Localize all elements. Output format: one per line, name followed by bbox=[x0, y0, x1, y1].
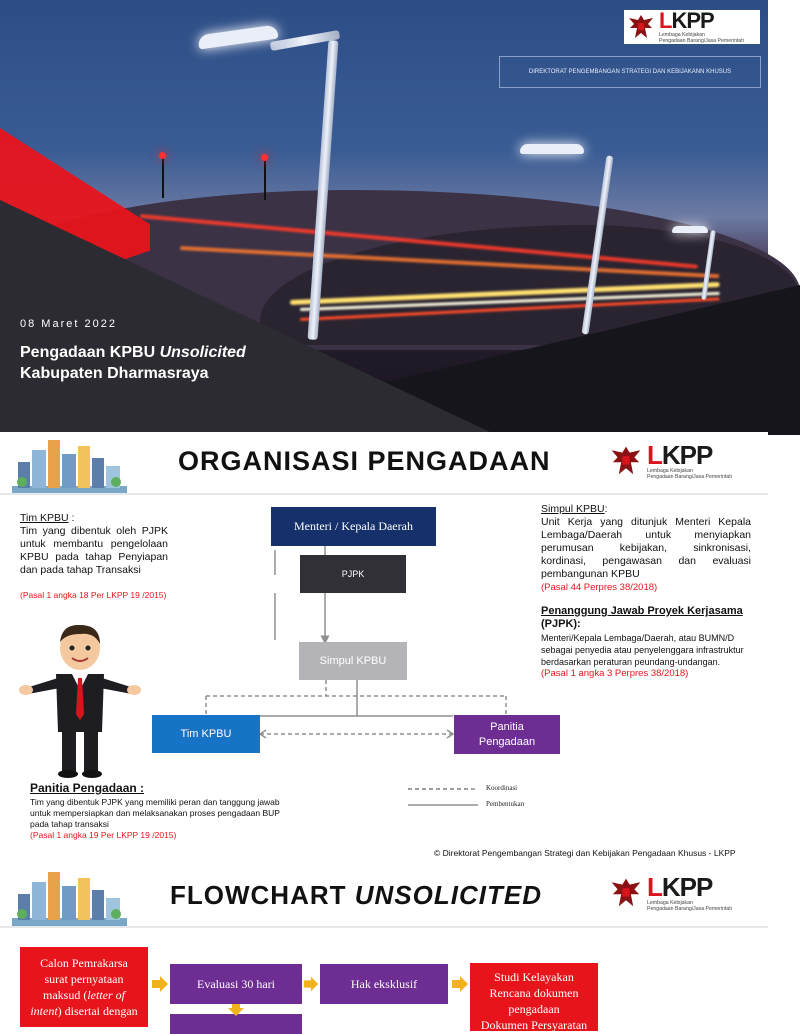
flow-step-evaluasi: Evaluasi 30 hari bbox=[170, 964, 302, 1004]
directorate-label: DIREKTORAT PENGEMBANGAN STRATEGI DAN KEBIJAKANN KHUSUS bbox=[499, 56, 761, 88]
flow-step-hak-eksklusif: Hak eksklusif bbox=[320, 964, 448, 1004]
turbine-light bbox=[159, 152, 166, 159]
lkpp-logo bbox=[624, 10, 760, 44]
chart-node-tim-kpbu: Tim KPBU bbox=[152, 715, 260, 753]
logo-subtitle-2: Pengadaan Barang/Jasa Pemerintah bbox=[659, 38, 745, 44]
arrow-right-icon bbox=[302, 974, 320, 994]
arrow-right-icon bbox=[450, 974, 470, 994]
tim-kpbu-body: Tim yang dibentuk oleh PJPK untuk membantu pengelolaan KPBU pada tahap Penyiapan dan pada tahap Transaksi bbox=[20, 525, 168, 576]
simpul-heading-suffix: : bbox=[604, 503, 608, 515]
pjpk-heading-suffix: (PJPK): bbox=[541, 618, 581, 630]
flow-title-italic: UNSOLICITED bbox=[354, 880, 542, 910]
panitia-reference: (Pasal 1 angka 19 Per LKPP 19 /2015) bbox=[30, 830, 177, 840]
garuda-emblem-icon bbox=[626, 12, 656, 42]
turbine-tower bbox=[264, 160, 266, 200]
logo-subtitle-2: Pengadaan Barang/Jasa Pemerintah bbox=[647, 906, 733, 912]
flow-step-4-line2: Rencana dokumen bbox=[489, 986, 579, 1000]
garuda-emblem-icon bbox=[608, 875, 644, 911]
flow-step-1-line3: maksud ( bbox=[43, 988, 88, 1002]
chart-node-menteri: Menteri / Kepala Daerah bbox=[271, 507, 436, 546]
pjpk-description bbox=[541, 605, 751, 679]
org-slide-title: ORGANISASI PENGADAAN bbox=[178, 446, 551, 476]
legend-lines bbox=[408, 782, 480, 810]
simpul-body: Unit Kerja yang ditunjuk Menteri Kepala Lembaga/Daerah untuk menyiapkan perumusan kebijakan, sinkronisasi, kordinasi, pengawasan dan evaluasi pembangunan KPBU bbox=[541, 516, 751, 580]
lamp-head bbox=[672, 226, 708, 233]
arrow-down-icon bbox=[226, 1004, 246, 1016]
lkpp-logo bbox=[608, 874, 732, 912]
simpul-heading: Simpul KPBU bbox=[541, 503, 605, 515]
logo-subtitle-2: Pengadaan Barang/Jasa Pemerintah bbox=[647, 474, 733, 480]
chart-node-pjpk: PJPK bbox=[300, 555, 406, 593]
cover-title bbox=[20, 342, 246, 384]
garuda-emblem-icon bbox=[608, 443, 644, 479]
flow-step-next bbox=[170, 1014, 302, 1034]
cover-title-plain: Pengadaan KPBU bbox=[20, 344, 160, 361]
flow-step-4-line4: Dokumen Persyaratan bbox=[480, 1018, 588, 1032]
tim-kpbu-description bbox=[20, 512, 168, 577]
logo-letters-kpp: KPP bbox=[661, 440, 713, 470]
cover-slide bbox=[0, 0, 768, 432]
flow-step-1-line2: surat pernyataan bbox=[44, 972, 124, 986]
title-divider bbox=[0, 493, 768, 495]
simpul-reference: (Pasal 44 Perpres 38/2018) bbox=[541, 582, 658, 593]
lamp-head bbox=[197, 25, 278, 50]
cover-date: 08 Maret 2022 bbox=[20, 318, 117, 330]
tim-kpbu-reference: (Pasal 1 angka 18 Per LKPP 19 /2015) bbox=[20, 590, 167, 600]
legend-formation: Pembentukan bbox=[486, 800, 525, 808]
simpul-description bbox=[541, 503, 751, 594]
flow-step-4-line3: pengadaan bbox=[508, 1002, 560, 1016]
flow-slide-title bbox=[170, 880, 542, 911]
copyright-footer: © Direktorat Pengembangan Strategi dan Kebijakan Pengadaan Khusus - LKPP bbox=[434, 848, 736, 858]
chart-node-panitia: Panitia Pengadaan bbox=[454, 715, 560, 754]
flow-step-1-line4-italic: intent bbox=[30, 1004, 58, 1018]
logo-letter-l: L bbox=[647, 872, 662, 902]
logo-subtitle-1: Lembaga Kebijakan bbox=[659, 32, 705, 38]
turbine-light bbox=[261, 154, 268, 161]
logo-letters-kpp: KPP bbox=[671, 8, 714, 33]
tim-kpbu-heading-suffix: : bbox=[68, 512, 75, 524]
logo-letter-l: L bbox=[647, 440, 662, 470]
lamp-head bbox=[520, 144, 584, 154]
flow-step-1-line4: ) disertai dengan bbox=[57, 1004, 138, 1018]
pjpk-heading: Penanggung Jawab Proyek Kerjasama bbox=[541, 605, 743, 617]
flow-step-1-line3-italic: letter of bbox=[87, 988, 125, 1002]
lkpp-logo bbox=[608, 442, 732, 480]
panitia-heading: Panitia Pengadaan : bbox=[30, 781, 145, 795]
logo-letter-l: L bbox=[659, 8, 672, 33]
logo-subtitle-1: Lembaga Kebijakan bbox=[647, 900, 693, 906]
pjpk-body: Menteri/Kepala Lembaga/Daerah, atau BUMN/D sebagai penyedia atau penyelenggara infrastruktur berdasarkan peraturan peundang-undangan. bbox=[541, 633, 744, 667]
arrow-right-icon bbox=[150, 974, 170, 994]
city-skyline-icon bbox=[12, 868, 127, 926]
panitia-body: Tim yang dibentuk PJPK yang memiliki peran dan tanggung jawab untuk mempersiapkan dan melaksanakan proses pengadaan BUP pada tahap transaksi bbox=[30, 797, 280, 829]
pjpk-reference: (Pasal 1 angka 3 Perpres 38/2018) bbox=[541, 668, 689, 679]
flow-step-calon-pemrakarsa bbox=[20, 947, 148, 1027]
city-skyline-icon bbox=[12, 436, 127, 494]
flow-step-1-line1: Calon Pemrakarsa bbox=[40, 956, 128, 970]
logo-letters-kpp: KPP bbox=[661, 872, 713, 902]
chart-node-simpul-kpbu: Simpul KPBU bbox=[299, 642, 407, 680]
title-divider bbox=[0, 926, 768, 928]
turbine-tower bbox=[162, 158, 164, 198]
legend-coordination: Koordinasi bbox=[486, 784, 518, 792]
cover-title-line2: Kabupaten Dharmasraya bbox=[20, 365, 209, 382]
flow-step-studi-kelayakan bbox=[470, 963, 598, 1031]
flow-step-4-line1: Studi Kelayakan bbox=[494, 970, 574, 984]
flow-title-plain: FLOWCHART bbox=[170, 880, 355, 910]
tim-kpbu-heading: Tim KPBU bbox=[20, 512, 69, 524]
businessman-illustration-icon bbox=[18, 622, 142, 780]
logo-subtitle-1: Lembaga Kebijakan bbox=[647, 468, 693, 474]
cover-title-italic: Unsolicited bbox=[159, 344, 246, 361]
